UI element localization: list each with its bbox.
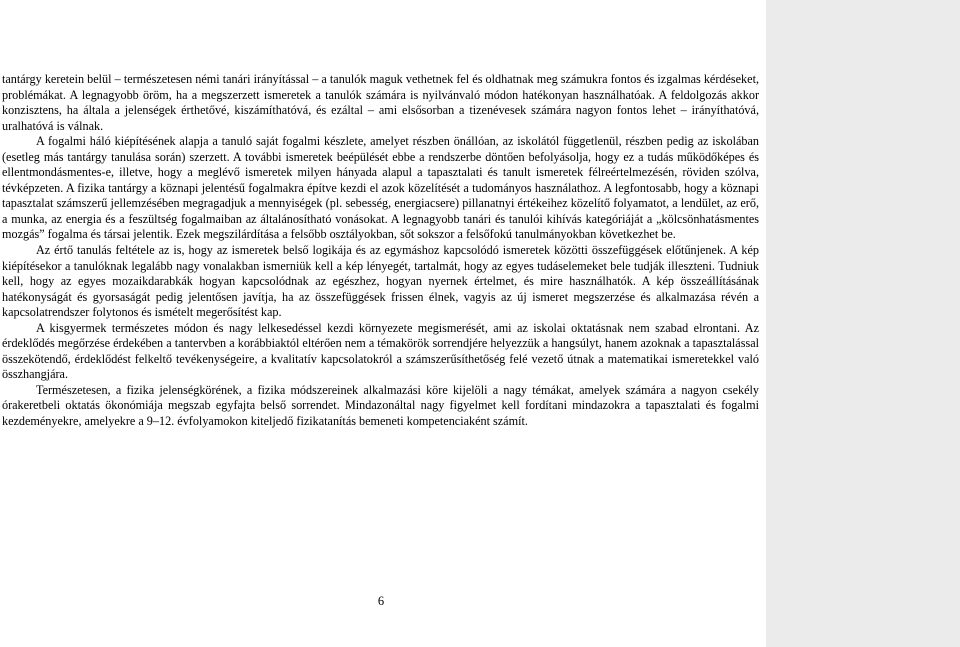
paragraph: A fogalmi háló kiépítésének alapja a tanuló saját fogalmi készlete, amelyet részben önállóan, az iskolától függetlenül, részben pedig az iskolában (esetleg más tantárgy tanulása során) szerzett. A további ismeretek beépülését ebbe a rendszerbe döntően befolyásolja, hogy ez a tudás működőképes és ellentmondásmentes-e, illetve, hogy a meglévő ismeretek milyen hányada alapul a tapasztalati és tanult ismeretek félreértelmezésén, röviden szólva, tévképzeten. A fizika tantárgy a köznapi jelentésű fogalmakra építve kezdi el azok közelítését a tudományos használathoz. A legfontosabb, hogy a köznapi tapasztalat számszerű jellemzésében megragadjuk a mennyiségek (pl. sebesség, energiacsere) pillanatnyi értékeihez közelítő folyamatot, a lendület, az erő, a munka, az energia és a feszültség fogalmaiban az általánosítható vonásokat. A legnagyobb tanári és tanulói kihívás kategóriáját a „kölcsönhatásmentes mozgás” fogalma és társai jelentik. Ezek megszilárdítása a felsőbb osztályokban, sőt sokszor a felsőfokú tanulmányokban következhet be. xyxy=(2,134,759,242)
paragraph: Természetesen, a fizika jelenségkörének, a fizika módszereinek alkalmazási köre kijelöli a nagy témákat, amelyek számára a nagyon csekély órakeretbeli oktatás ökonómiája megszab egyfajta belső sorrendet. Mindazonáltal nagy figyelmet kell fordítani mindazokra a tapasztalati és fogalmi kezdeményekre, amelyekre a 9–12. évfolyamokon kiteljedő fizikatanítás bemeneti kompetenciaként számít. xyxy=(2,382,759,429)
page-number: 6 xyxy=(377,594,385,608)
paragraph: A kisgyermek természetes módon és nagy lelkesedéssel kezdi környezete megismerését, ami az iskolai oktatásnak nem szabad elrontani. Az érdeklődés megőrzése érdekében a tantervben a korábbiaktól eltérően nem a témakörök sorrendjére helyezzük a hangsúlyt, hanem azoknak a tapasztalással összekötendő, érdeklődést felkeltő tevékenységeire, a kvalitatív kapcsolatokról a számszerűsíthetőség felé vezető útnak a matematikai ismeretekkel való összhangjára. xyxy=(2,320,759,382)
paragraph: Az értő tanulás feltétele az is, hogy az ismeretek belső logikája és az egymáshoz kapcsolódó ismeretek közötti összefüggések előtűnjenek. A kép kiépítésekor a tanulóknak legalább nagy vonalakban ismerniük kell a kép lényegét, tartalmát, hogy az egyes tudáselemeket bele tudják illeszteni. Tudniuk kell, hogy az egyes mozaikdarabkák hogyan kapcsolódnak az egészhez, hogyan nyernek értelmet, és mire használhatók. A kép összeállításának hatékonyságát és gyorsaságát pedig jelentősen javítja, ha az összefüggések frissen élnek, vagyis az új ismeret megszerzése és alkalmazása révén a kapcsolatrendszer folytonos és ismételt megerősítést kap. xyxy=(2,243,759,320)
margin-sidebar xyxy=(766,0,960,647)
document-body xyxy=(2,72,759,430)
paragraph: tantárgy keretein belül – természetesen némi tanári irányítással – a tanulók maguk vethetnek fel és oldhatnak meg számukra fontos és izgalmas kérdéseket, problémákat. A legnagyobb öröm, ha a megszerzett ismeretek a tanulók számára is nyilvánvaló módon hatékonyan használhatóak. A feldolgozás akkor konzisztens, ha általa a jelenségek érthetővé, kiszámíthatóvá, és ezáltal – ami elsősorban a tizenévesek számára nagyon fontos lehet – irányíthatóvá, uralhatóvá is válnak. xyxy=(2,72,759,133)
